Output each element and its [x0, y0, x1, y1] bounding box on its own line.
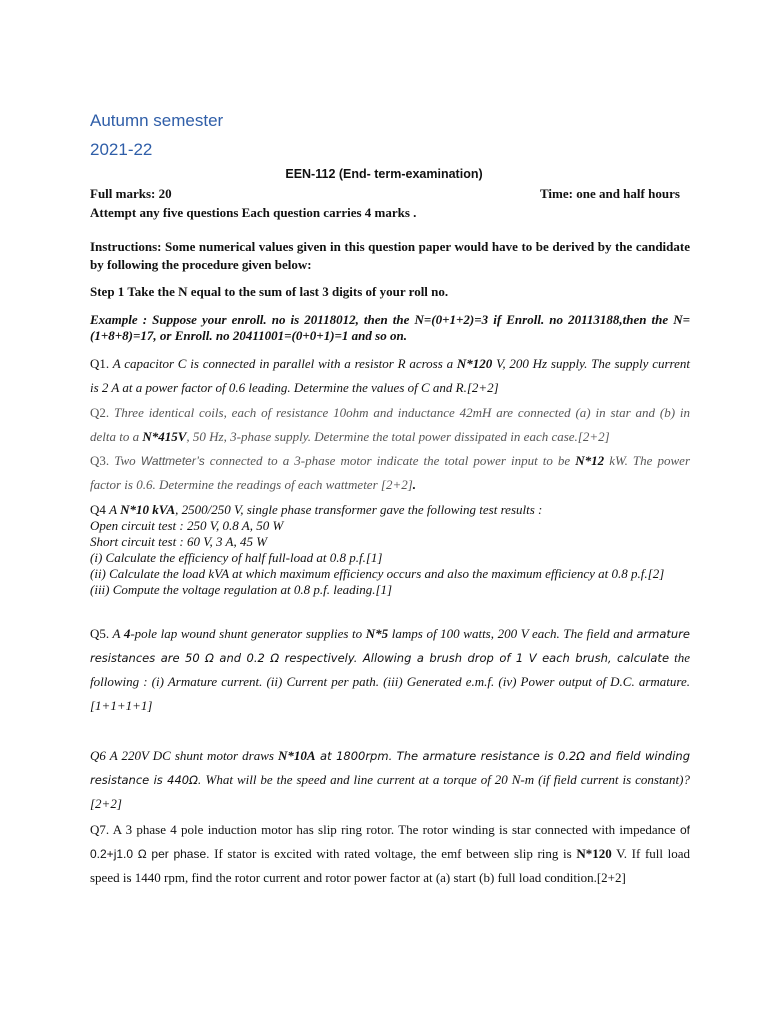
year-heading: 2021-22: [90, 140, 153, 159]
q5-highlight-a: 4: [123, 626, 131, 641]
q6-text-a: What will be the speed and line current at a torque of 20 N-m (if field current is constant)?[2+2]: [90, 772, 690, 811]
q1-highlight: N*120: [456, 356, 493, 371]
q7-text-c: V. If full load speed is 1440 rpm, find the rotor current and rotor power factor at (a) start (b) full load condition.[2+2]: [90, 846, 690, 885]
q4-part-iii: (iii) Compute the voltage regulation at 0.8 p.f. leading.[1]: [90, 582, 393, 597]
q7-text-b: If stator is excited with rated voltage, the emf between slip ring is: [209, 846, 577, 861]
q3-text-b: connected to a 3-phase motor indicate the total power input to be: [204, 453, 576, 468]
q5-highlight-b: N*5: [365, 626, 389, 641]
question-1: [90, 352, 690, 400]
q4-part-i: (i) Calculate the efficiency of half full-load at 0.8 p.f.[1]: [90, 550, 383, 565]
question-2: [90, 401, 690, 449]
q5-text-b: -pole lap wound shunt generator supplies to: [130, 626, 366, 641]
q4-short-circuit: Short circuit test : 60 V, 3 A, 45 W: [90, 534, 268, 549]
question-5: [90, 622, 690, 718]
q2-text-b: , 50 Hz, 3-phase supply. Determine the total power dissipated in each case.[2+2]: [186, 429, 610, 444]
question-3: [90, 449, 690, 497]
step-1: Step 1 Take the N equal to the sum of last 3 digits of your roll no.: [90, 284, 449, 299]
q4-text-a: A: [109, 502, 121, 517]
q7-text-a: Q7. A 3 phase 4 pole induction motor has slip ring rotor. The rotor winding is star connected with impedance: [90, 822, 680, 837]
question-6: [90, 744, 690, 816]
q2-label: Q2.: [90, 405, 110, 420]
q3-wattmeter: Wattmeter’s: [140, 454, 205, 468]
q4-label: Q4: [90, 502, 110, 517]
instructions-text: Instructions: Some numerical values given in this question paper would have to be derived by the candidate by following the procedure given below:: [90, 239, 690, 272]
q3-text-c: kW. The power factor is 0.6. Determine the readings of each wattmeter [2+2]: [90, 453, 690, 492]
q3-text-a: Two: [109, 453, 141, 468]
q2-highlight: N*415V: [142, 429, 187, 444]
q3-highlight: N*12: [575, 453, 605, 468]
q2-text-a: Three identical coils, each of resistance 10ohm and inductance 42mH are connected (a) in star and (b) in delta to a: [90, 405, 690, 444]
example-text: Example : Suppose your enroll. no is 20118012, then the N=(0+1+2)=3 if Enroll. no 20113188,then the N=(1+8+8)=17, or Enroll. no 20411001=(0+0+1)=1 and so on.: [90, 312, 690, 343]
q5-label: Q5.: [90, 626, 110, 641]
q1-text-a: A capacitor C is connected in parallel with a resistor R across a: [109, 356, 457, 371]
q4-highlight: N*10 kVA: [120, 502, 176, 517]
q6-label: Q6 A 220V DC shunt motor draws: [90, 748, 279, 763]
q5-text-d: the following : (i) Armature current. (ii) Current per path. (iii) Generated e.m.f. (iv) Power output of D.C. armature.[1+1+1+1]: [90, 650, 690, 713]
exam-title: EEN-112 (End- term-examination): [285, 167, 483, 181]
q4-part-ii: (ii) Calculate the load kVA at which maximum efficiency occurs and also the maximum efficiency at 0.8 p.f.[2]: [90, 566, 665, 581]
q7-impedance: of 0.2+j1.0 Ω per phase.: [90, 823, 690, 861]
question-4: [90, 502, 690, 598]
q6-highlight: N*10A: [278, 748, 316, 763]
semester-heading: Autumn semester: [90, 111, 224, 130]
q1-text-b: V, 200 Hz supply. The supply current is 2 A at a power factor of 0.6 leading. Determine the values of C and R.[2+2]: [90, 356, 690, 395]
q4-open-circuit: Open circuit test : 250 V, 0.8 A, 50 W: [90, 518, 284, 533]
q5-text-a: A: [109, 626, 124, 641]
q4-intro: [90, 502, 690, 518]
q5-resistances: armature resistances are 50 Ω and 0.2 Ω respectively. Allowing a brush drop of 1 V each brush, calculate: [90, 627, 690, 665]
q6-resistances: at 1800rpm. The armature resistance is 0.2Ω and field winding resistance is 440Ω.: [90, 749, 690, 787]
attempt-instruction: Attempt any five questions Each question carries 4 marks .: [90, 205, 417, 220]
q3-label: Q3.: [90, 453, 110, 468]
q7-highlight: N*120: [576, 846, 612, 861]
q4-text-b: , 2500/250 V, single phase transformer gave the following test results :: [175, 502, 543, 517]
exam-duration: Time: one and half hours: [540, 186, 680, 201]
question-7: [90, 818, 690, 890]
q1-label: Q1.: [90, 356, 110, 371]
q5-text-c: lamps of 100 watts, 200 V each. The field and: [388, 626, 637, 641]
q3-end: .: [412, 477, 417, 492]
full-marks: Full marks: 20: [90, 186, 172, 201]
